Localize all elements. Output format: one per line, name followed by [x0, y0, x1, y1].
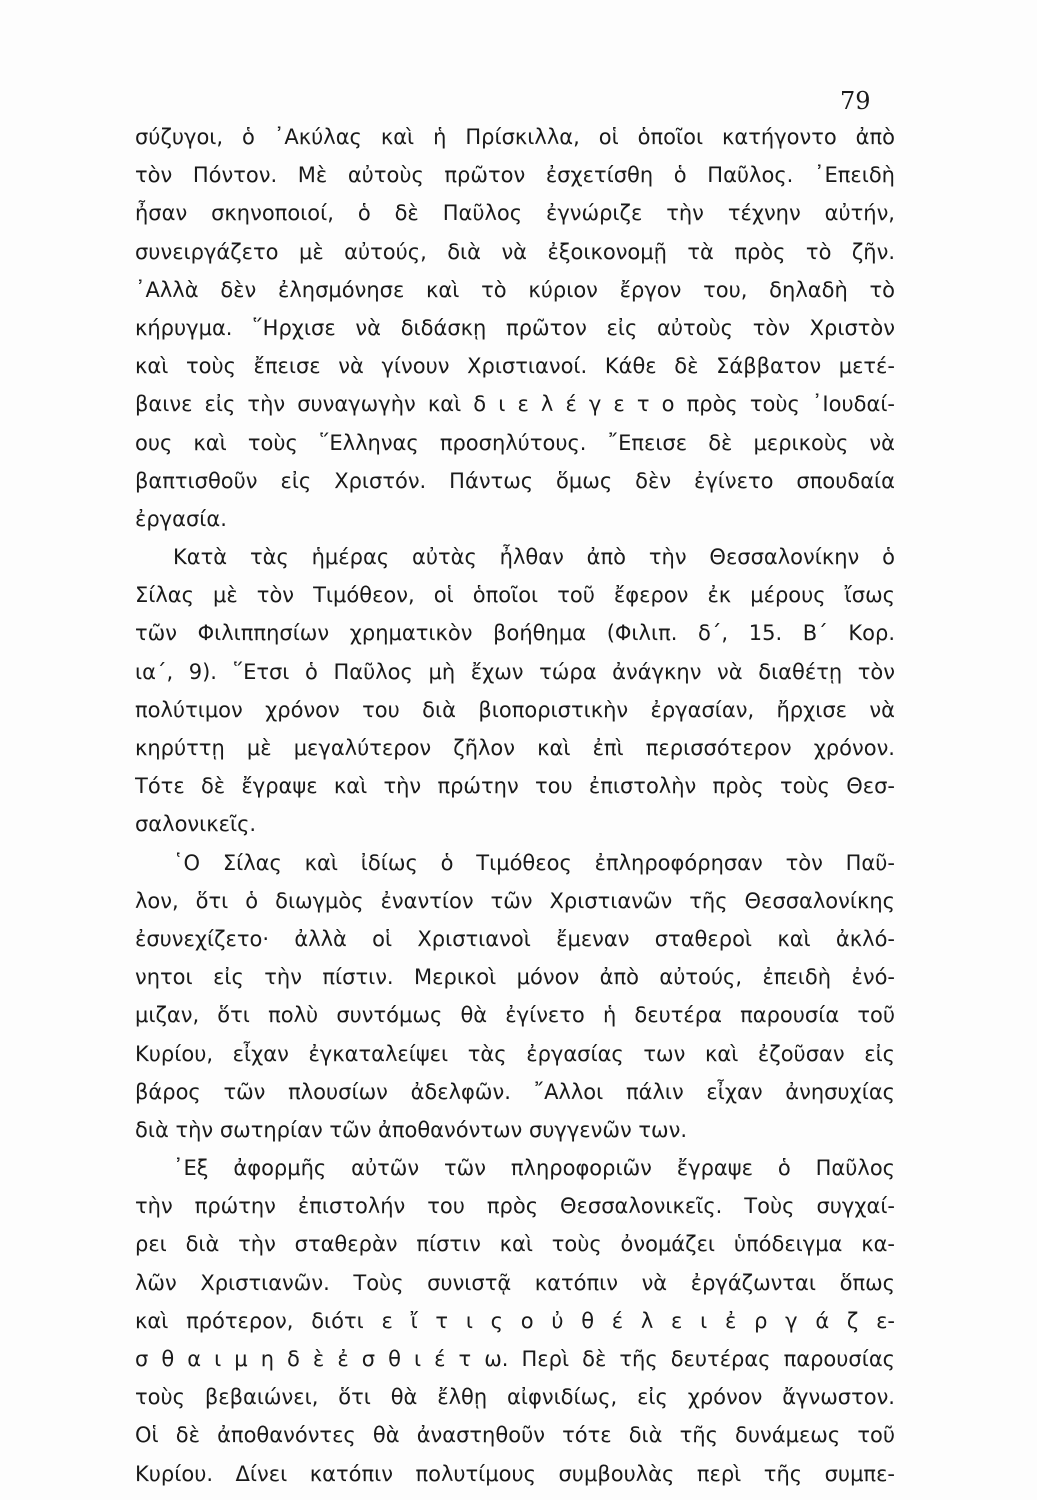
- text-line: ῾Ο Σίλας καὶ ἰδίως ὁ Τιμόθεος ἐπληροφόρησαν τὸν Παῦ-: [173, 850, 895, 875]
- text-line: Σίλας μὲ τὸν Τιμόθεον, οἱ ὁποῖοι τοῦ ἔφερον ἐκ μέρους ἴσως: [135, 583, 895, 608]
- body-text: [135, 118, 895, 1493]
- text-line: ᾽Αλλὰ δὲν ἐλησμόνησε καὶ τὸ κύριον ἔργον του, δηλαδὴ τὸ: [135, 277, 895, 302]
- text-line: Κυρίου. Δίνει κατόπιν πολυτίμους συμβουλὰς περὶ τῆς συμπε-: [135, 1461, 895, 1486]
- text-line: ἐσυνεχίζετο· ἀλλὰ οἱ Χριστιανοὶ ἔμεναν σταθεροὶ καὶ ἀκλό-: [135, 926, 895, 951]
- text-line: ἦσαν σκηνοποιοί, ὁ δὲ Παῦλος ἐγνώριζε τὴν τέχνην αὐτήν,: [135, 201, 895, 226]
- text-line: ρει διὰ τὴν σταθερὰν πίστιν καὶ τοὺς ὀνομάζει ὑπόδειγμα κα-: [135, 1232, 895, 1257]
- text-line: Κατὰ τὰς ἡμέρας αὐτὰς ἦλθαν ἀπὸ τὴν Θεσσαλονίκην ὁ: [173, 545, 895, 570]
- text-line: καὶ πρότερον, διότι ε ἴ τ ι ς ο ὐ θ έ λ ε ι ἐ ρ γ ά ζ ε-: [135, 1308, 895, 1333]
- text-line: μιζαν, ὅτι πολὺ συντόμως θὰ ἐγίνετο ἡ δευτέρα παρουσία τοῦ: [135, 1003, 895, 1028]
- text-line: Οἱ δὲ ἀποθανόντες θὰ ἀναστηθοῦν τότε διὰ τῆς δυνάμεως τοῦ: [135, 1423, 895, 1448]
- page-number: 79: [840, 87, 871, 115]
- text-line: ᾽Εξ ἀφορμῆς αὐτῶν τῶν πληροφοριῶν ἔγραψε ὁ Παῦλος: [173, 1156, 895, 1181]
- text-line: σ θ α ι μ η δ ὲ ἐ σ θ ι έ τ ω. Περὶ δὲ τῆς δευτέρας παρουσίας: [135, 1347, 895, 1371]
- text-line: σαλονικεῖς.: [135, 812, 257, 837]
- text-line: ια΄, 9). ῞Ετσι ὁ Παῦλος μὴ ἔχων τώρα ἀνάγκην νὰ διαθέτῃ τὸν: [135, 659, 895, 684]
- text-line: ους καὶ τοὺς ῞Ελληνας προσηλύτους. ῎Επεισε δὲ μερικοὺς νὰ: [135, 430, 895, 455]
- text-line: διὰ τὴν σωτηρίαν τῶν ἀποθανόντων συγγενῶν των.: [135, 1117, 687, 1142]
- text-line: τὴν πρώτην ἐπιστολήν του πρὸς Θεσσαλονικεῖς. Τοὺς συγχαί-: [135, 1194, 895, 1219]
- text-line: ἐργασία.: [135, 506, 227, 531]
- text-line: πολύτιμον χρόνον του διὰ βιοποριστικὴν ἐργασίαν, ἤρχισε νὰ: [135, 697, 895, 722]
- text-line: καὶ τοὺς ἔπεισε νὰ γίνουν Χριστιανοί. Κάθε δὲ Σάββατον μετέ-: [135, 354, 895, 379]
- text-line: κηρύττῃ μὲ μεγαλύτερον ζῆλον καὶ ἐπὶ περισσότερον χρόνον.: [135, 736, 895, 760]
- text-line: λον, ὅτι ὁ διωγμὸς ἐναντίον τῶν Χριστιανῶν τῆς Θεσσαλονίκης: [135, 888, 895, 913]
- text-line: βαινε εἰς τὴν συναγωγὴν καὶ δ ι ε λ έ γ ε τ ο πρὸς τοὺς ᾽Ιουδαί-: [135, 392, 895, 417]
- text-line: κήρυγμα. ῞Ηρχισε νὰ διδάσκῃ πρῶτον εἰς αὐτοὺς τὸν Χριστὸν: [135, 315, 895, 340]
- text-line: τὸν Πόντον. Μὲ αὐτοὺς πρῶτον ἐσχετίσθη ὁ Παῦλος. ᾽Επειδὴ: [135, 163, 895, 188]
- text-line: συνειργάζετο μὲ αὐτούς, διὰ νὰ ἐξοικονομῇ τὰ πρὸς τὸ ζῆν.: [135, 239, 895, 264]
- text-line: λῶν Χριστιανῶν. Τοὺς συνιστᾷ κατόπιν νὰ ἐργάζωνται ὅπως: [135, 1270, 895, 1295]
- text-line: Κυρίου, εἶχαν ἐγκαταλείψει τὰς ἐργασίας των καὶ ἐζοῦσαν εἰς: [135, 1041, 895, 1066]
- text-line: τῶν Φιλιππησίων χρηματικὸν βοήθημα (Φιλιπ. δ΄, 15. Β΄ Κορ.: [135, 621, 895, 646]
- text-line: τοὺς βεβαιώνει, ὅτι θὰ ἔλθῃ αἰφνιδίως, εἰς χρόνον ἄγνωστον.: [135, 1385, 895, 1410]
- text-line: σύζυγοι, ὁ ᾽Ακύλας καὶ ἡ Πρίσκιλλα, οἱ ὁποῖοι κατήγοντο ἀπὸ: [135, 125, 895, 149]
- text-line: βάρος τῶν πλουσίων ἀδελφῶν. ῎Αλλοι πάλιν εἶχαν ἀνησυχίας: [135, 1079, 895, 1104]
- text-line: Τότε δὲ ἔγραψε καὶ τὴν πρώτην του ἐπιστολὴν πρὸς τοὺς Θεσ-: [135, 774, 895, 799]
- text-line: νητοι εἰς τὴν πίστιν. Μερικοὶ μόνον ἀπὸ αὐτούς, ἐπειδὴ ἐνό-: [135, 965, 895, 990]
- text-line: βαπτισθοῦν εἰς Χριστόν. Πάντως ὅμως δὲν ἐγίνετο σπουδαία: [135, 468, 895, 493]
